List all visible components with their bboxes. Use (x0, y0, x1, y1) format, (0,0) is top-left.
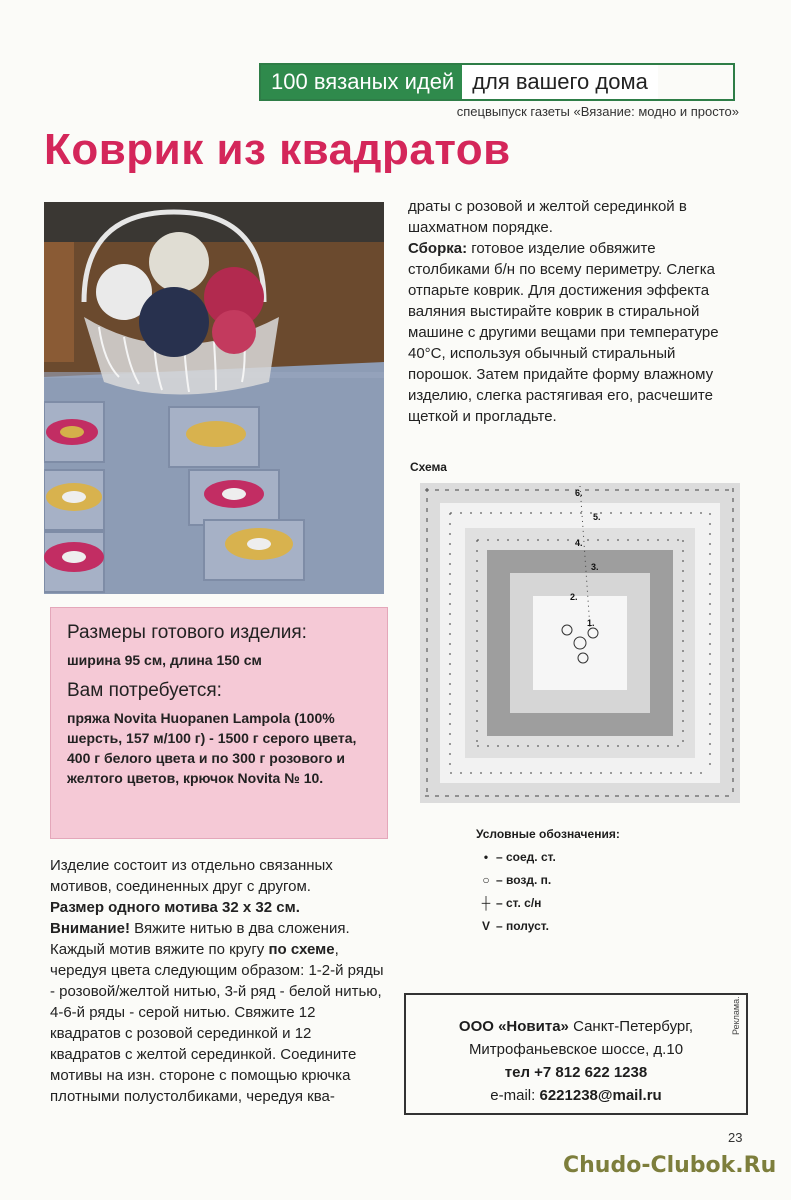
legend-text: – полуст. (496, 919, 549, 933)
legend-symbol: V (481, 919, 490, 933)
company-name: ООО «Новита» (458, 1018, 569, 1035)
email-line (406, 1084, 746, 1107)
continuation-paragraph: драты с розовой и желтой серединкой в шахматном порядке. (408, 198, 687, 236)
materials-text: пряжа Novita Huopanen Lampola (100% шерсть, 157 м/100 г) - 1500 г серого цвета, 400 г белого цвета и по 300 г розового и желтого цветов, крючок Novita № 10. (67, 710, 357, 786)
legend-text: – ст. с/н (496, 896, 542, 910)
header-left: 100 вязаных идей (261, 65, 462, 99)
legend-title: Условные обозначения: (476, 827, 620, 841)
company-phone: тел +7 812 622 1238 (504, 1064, 648, 1081)
schema-row-6: 6. (575, 488, 583, 498)
schema-label: Схема (410, 460, 447, 474)
motif-size: Размер одного мотива 32 х 32 см. (50, 899, 300, 916)
header-subtitle: спецвыпуск газеты «Вязание: модно и просто» (456, 104, 739, 119)
ad-label: Реклама. (731, 996, 741, 1035)
company-line (406, 1015, 746, 1038)
magazine-header (259, 63, 735, 101)
assembly-label: Сборка: (408, 240, 468, 257)
legend (476, 823, 620, 938)
legend-symbol: • (483, 850, 489, 864)
schema-row-1: 1. (587, 618, 595, 628)
assembly-paragraph (408, 238, 738, 427)
size-value: ширина 95 см, длина 150 см (67, 652, 262, 668)
by-scheme: по схеме (268, 941, 335, 958)
legend-item (476, 915, 620, 938)
attention-rest: , чередуя цвета следующим образом: 1-2-й ряды - розовой/желтой нитью, 3-й ряд - белой нитью, 4-6-й ряды - серой нитью. Свяжите 12 квадратов с розовой серединкой и 12 квадратов с желтой серединкой. Соедините мотивы на изн. стороне с помощью крючка плотными полустолбиками, чередуя ква- (50, 941, 384, 1105)
legend-item (476, 869, 620, 892)
legend-symbol: ┼ (481, 896, 491, 910)
crochet-schema (415, 478, 745, 808)
schema-row-2: 2. (570, 592, 578, 602)
legend-symbol: ○ (482, 873, 490, 887)
instructions-right (408, 196, 738, 427)
contact-box (404, 993, 748, 1115)
legend-text: – соед. ст. (496, 850, 556, 864)
requirements-box (50, 607, 388, 839)
schema-row-5: 5. (593, 512, 601, 522)
schema-row-3: 3. (591, 562, 599, 572)
company-city: Санкт-Петербург, (568, 1018, 694, 1035)
instructions-left (50, 855, 386, 1107)
rug-photo (44, 202, 384, 594)
site-watermark: Chudo-Clubok.Ru (563, 1153, 777, 1178)
attention-label: Внимание! (50, 920, 130, 937)
schema-row-4: 4. (575, 538, 583, 548)
legend-item (476, 846, 620, 869)
attention-text: Вяжите нитью в два сложения. Каждый мотив вяжите по кругу (50, 920, 350, 958)
attention-paragraph (50, 918, 386, 1107)
legend-item (476, 892, 620, 915)
materials-heading: Вам потребуется: (67, 680, 222, 701)
header-right: для вашего дома (462, 65, 658, 99)
company-address: Митрофаньевское шоссе, д.10 (468, 1041, 684, 1058)
page-number: 23 (728, 1130, 743, 1145)
article-title: Коврик из квадратов (44, 125, 511, 174)
email-prefix: e-mail: (490, 1087, 540, 1104)
email-link[interactable]: 6221238@mail.ru (539, 1087, 662, 1104)
intro-paragraph: Изделие состоит из отдельно связанных мотивов, соединенных друг с другом. (50, 857, 333, 895)
legend-text: – возд. п. (496, 873, 552, 887)
assembly-text: готовое изделие обвяжите столбиками б/н по всему периметру. Слегка отпарьте коврик. Для достижения эффекта валяния выстирайте коврик в стиральной машине с другими вещами при температуре 40°С, используя обычный стиральный порошок. Затем придайте форму влажному изделию, слегка растягивая его, расчешите щеткой и прогладьте. (408, 240, 719, 425)
size-heading: Размеры готового изделия: (67, 622, 307, 643)
